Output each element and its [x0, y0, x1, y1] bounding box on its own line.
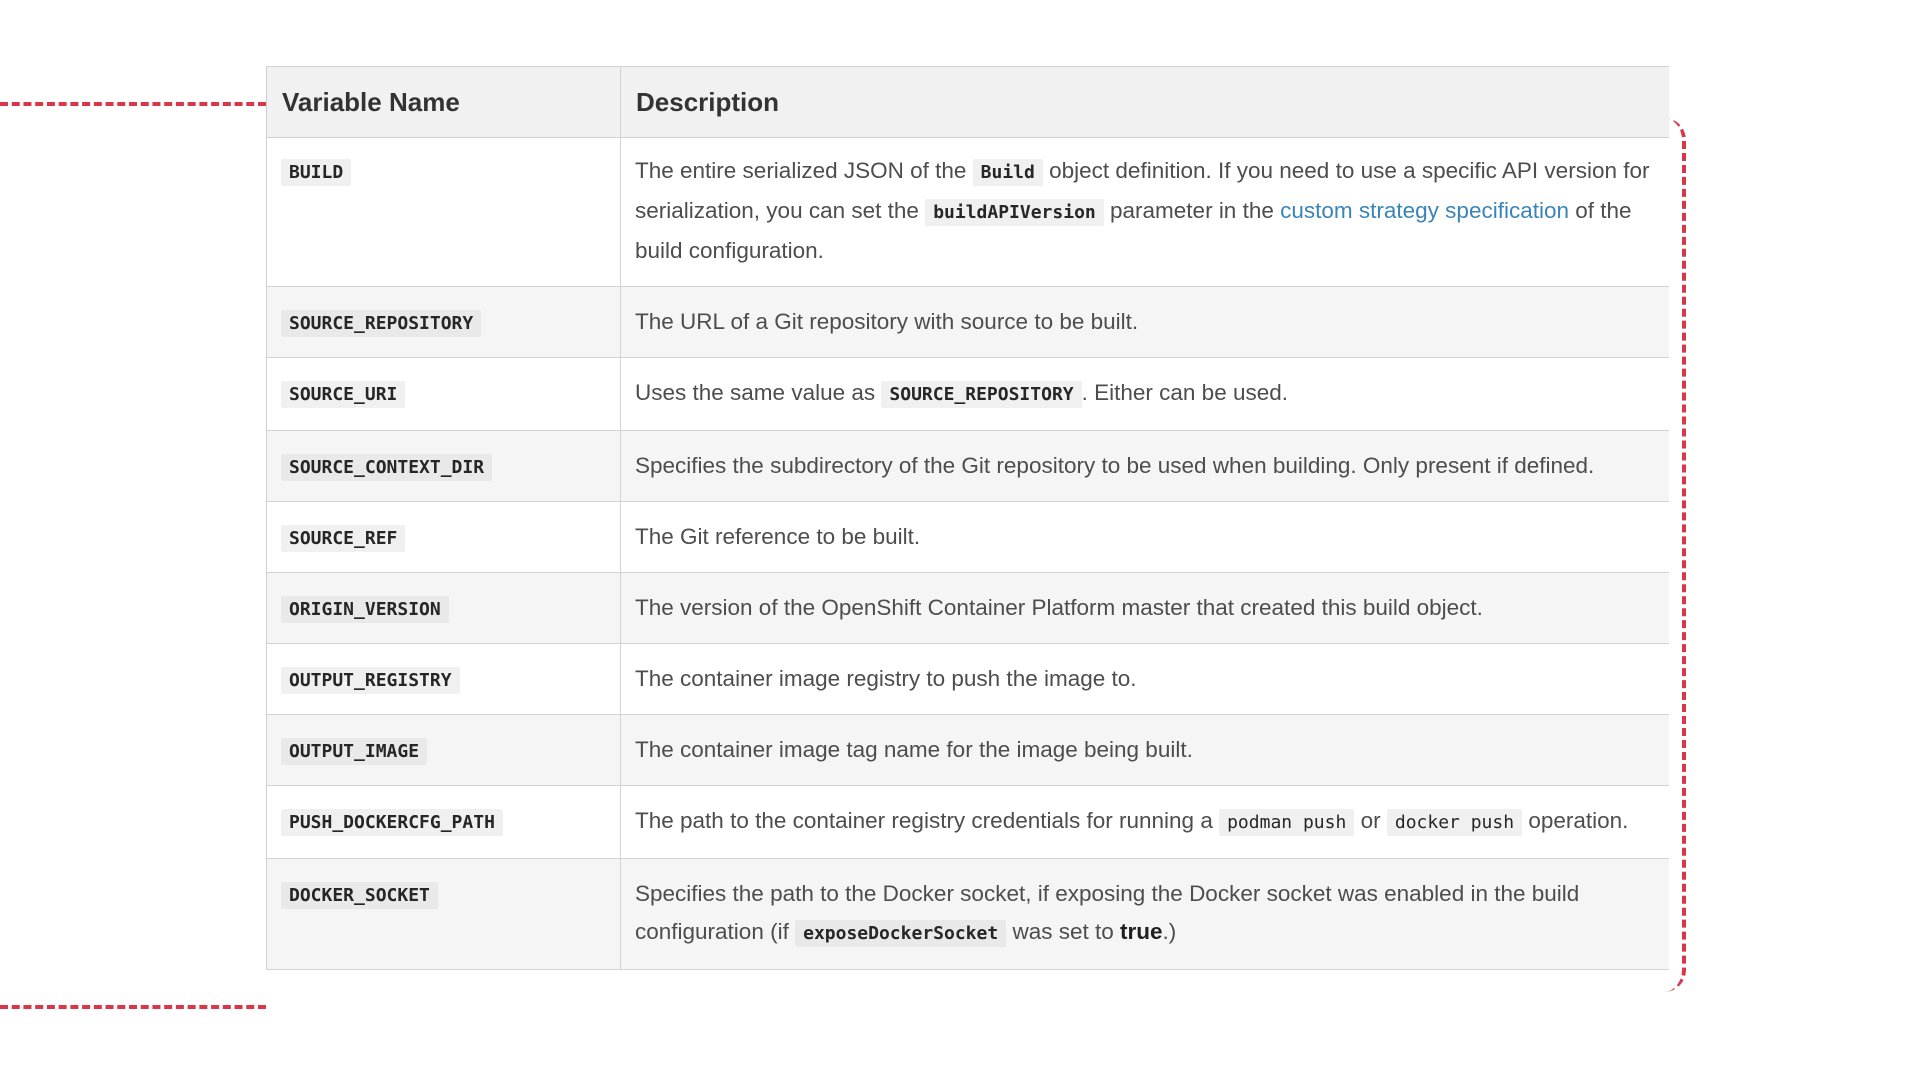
- column-header-variable-name: Variable Name: [267, 67, 621, 138]
- description-text: Uses the same value as: [635, 380, 876, 405]
- variable-name: BUILD: [281, 159, 351, 186]
- description-cell: [621, 287, 1669, 358]
- highlight-dashed-line-top: [0, 102, 266, 106]
- description-cell: [621, 715, 1669, 786]
- description-text: operation.: [1528, 808, 1629, 833]
- variable-name: ORIGIN_VERSION: [281, 596, 449, 623]
- variable-name: SOURCE_REPOSITORY: [281, 310, 481, 337]
- column-header-description: Description: [621, 67, 1669, 138]
- variable-name: SOURCE_REF: [281, 525, 405, 552]
- description-text: parameter in the: [1110, 198, 1274, 223]
- description-cell: [621, 573, 1669, 644]
- description-text: The URL of a Git repository with source to be built.: [635, 309, 1139, 334]
- table-row: [267, 287, 1669, 358]
- description-cell: [621, 431, 1669, 502]
- description-text: The path to the container registry credentials for running a: [635, 808, 1213, 833]
- table-row: [267, 859, 1669, 970]
- inline-code: SOURCE_REPOSITORY: [881, 381, 1081, 408]
- table-row: [267, 431, 1669, 502]
- inline-code: Build: [973, 159, 1043, 186]
- description-text: was set to: [1012, 919, 1114, 944]
- bold-value: true: [1120, 919, 1163, 944]
- variable-name: OUTPUT_REGISTRY: [281, 667, 460, 694]
- description-cell: [621, 138, 1669, 287]
- table-row: [267, 138, 1669, 287]
- highlight-dashed-line-bottom: [0, 1005, 266, 1009]
- description-text: Specifies the subdirectory of the Git repository to be used when building. Only present if defined.: [635, 453, 1595, 478]
- description-text: .): [1162, 919, 1177, 944]
- description-text: The version of the OpenShift Container Platform master that created this build object.: [635, 595, 1483, 620]
- table-row: [267, 715, 1669, 786]
- page-bottom-background: [0, 1020, 1920, 1080]
- variable-name: SOURCE_CONTEXT_DIR: [281, 454, 492, 481]
- inline-code: podman push: [1219, 809, 1354, 836]
- description-cell: [621, 786, 1669, 859]
- description-text: The Git reference to be built.: [635, 524, 921, 549]
- description-text: The container image registry to push the image to.: [635, 666, 1137, 691]
- description-cell: [621, 502, 1669, 573]
- table-row: [267, 573, 1669, 644]
- description-cell: [621, 358, 1669, 431]
- description-cell: [621, 644, 1669, 715]
- description-text: . Either can be used.: [1081, 380, 1289, 405]
- inline-code: buildAPIVersion: [925, 199, 1104, 226]
- description-text: The container image tag name for the image being built.: [635, 737, 1193, 762]
- table-row: [267, 644, 1669, 715]
- description-text: The entire serialized JSON of the: [635, 158, 967, 183]
- description-text: object definition. If you need to use a specific API version for serialization, you can set the: [635, 158, 1650, 223]
- variable-name: DOCKER_SOCKET: [281, 882, 438, 909]
- custom-strategy-specification-link[interactable]: custom strategy specification: [1280, 198, 1569, 223]
- environment-variables-table: [266, 66, 1669, 970]
- description-text: of the build configuration.: [635, 198, 1632, 263]
- description-text: or: [1360, 808, 1381, 833]
- description-text: Specifies the path to the Docker socket, if exposing the Docker socket was enabled in the build configuration (if: [635, 881, 1580, 944]
- inline-code: docker push: [1387, 809, 1522, 836]
- inline-code: exposeDockerSocket: [795, 920, 1006, 947]
- variable-name: OUTPUT_IMAGE: [281, 738, 427, 765]
- variable-name: SOURCE_URI: [281, 381, 405, 408]
- table-row: [267, 358, 1669, 431]
- description-cell: [621, 859, 1669, 970]
- table-row: [267, 786, 1669, 859]
- variable-name: PUSH_DOCKERCFG_PATH: [281, 809, 503, 836]
- table-header-row: [267, 67, 1669, 138]
- table-row: [267, 502, 1669, 573]
